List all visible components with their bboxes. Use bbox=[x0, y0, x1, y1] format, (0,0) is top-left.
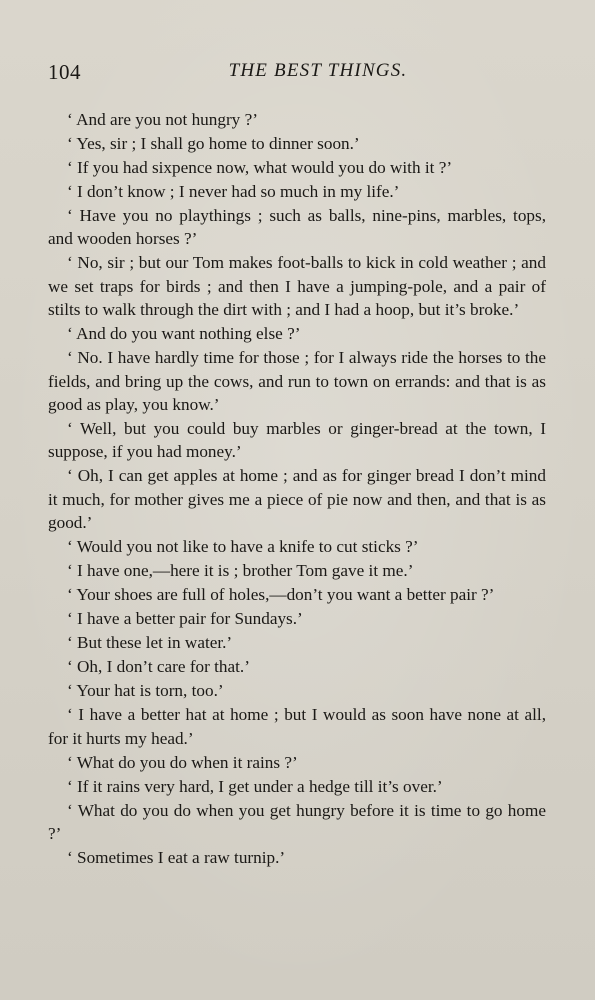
paragraph: ‘ Your hat is torn, too.’ bbox=[67, 681, 224, 701]
paragraph: ‘ If it rains very hard, I get under a hedge till it’s over.’ bbox=[67, 776, 443, 796]
paragraph: ‘ And are you not hungry ?’ bbox=[67, 110, 258, 129]
paragraph: ‘ Sometimes I eat a raw turnip.’ bbox=[67, 848, 286, 868]
paragraph: ‘ I have a better pair for Sundays.’ bbox=[67, 609, 303, 629]
paragraph: ‘ If you had sixpence now, what would you do with it ?’ bbox=[67, 158, 453, 177]
body-text bbox=[48, 108, 546, 870]
paragraph: ‘ Your shoes are full of holes,—don’t you want a better pair ?’ bbox=[67, 585, 495, 605]
paragraph: ‘ Would you not like to have a knife to cut sticks ?’ bbox=[67, 537, 419, 557]
paragraph: ‘ And do you want nothing else ?’ bbox=[67, 324, 301, 344]
paragraph: ‘ Oh, I can get apples at home ; and as for ginger bread I don’t mind it much, for mother gives me a piece of pie now and then, and that is as good.’ bbox=[48, 466, 546, 533]
paragraph: ‘ Yes, sir ; I shall go home to dinner soon.’ bbox=[67, 134, 360, 153]
paragraph: ‘ No. I have hardly time for those ; for I always ride the horses to the fields, and bring up the cows, and run to town on errands: and that is as good as play, you know.’ bbox=[48, 348, 546, 415]
paragraph: ‘ Well, but you could buy marbles or ginger-bread at the town, I suppose, if you had money.’ bbox=[48, 419, 546, 462]
paragraph: ‘ What do you do when you get hungry before it is time to go home ?’ bbox=[48, 800, 546, 844]
paragraph: ‘ I don’t know ; I never had so much in my life.’ bbox=[67, 182, 400, 201]
paragraph: ‘ I have a better hat at home ; but I would as soon have none at all, for it hurts my head.’ bbox=[48, 705, 546, 748]
page-header bbox=[48, 56, 545, 88]
paragraph: ‘ No, sir ; but our Tom makes foot-balls to kick in cold weather ; and we set traps for birds ; and then I have a jumping-pole, and a pair of stilts to walk through the dirt with ; and I had a hoop, but it’s broke.’ bbox=[48, 253, 546, 320]
paragraph: ‘ Have you no playthings ; such as balls, nine-pins, marbles, tops, and wooden horses ?’ bbox=[48, 206, 546, 249]
running-title: THE BEST THINGS. bbox=[228, 60, 408, 81]
paragraph: ‘ Oh, I don’t care for that.’ bbox=[67, 657, 250, 677]
paragraph: ‘ I have one,—here it is ; brother Tom gave it me.’ bbox=[67, 561, 414, 581]
paragraph: ‘ But these let in water.’ bbox=[67, 633, 233, 653]
page-number: 104 bbox=[48, 60, 81, 84]
paragraph: ‘ What do you do when it rains ?’ bbox=[67, 752, 298, 772]
